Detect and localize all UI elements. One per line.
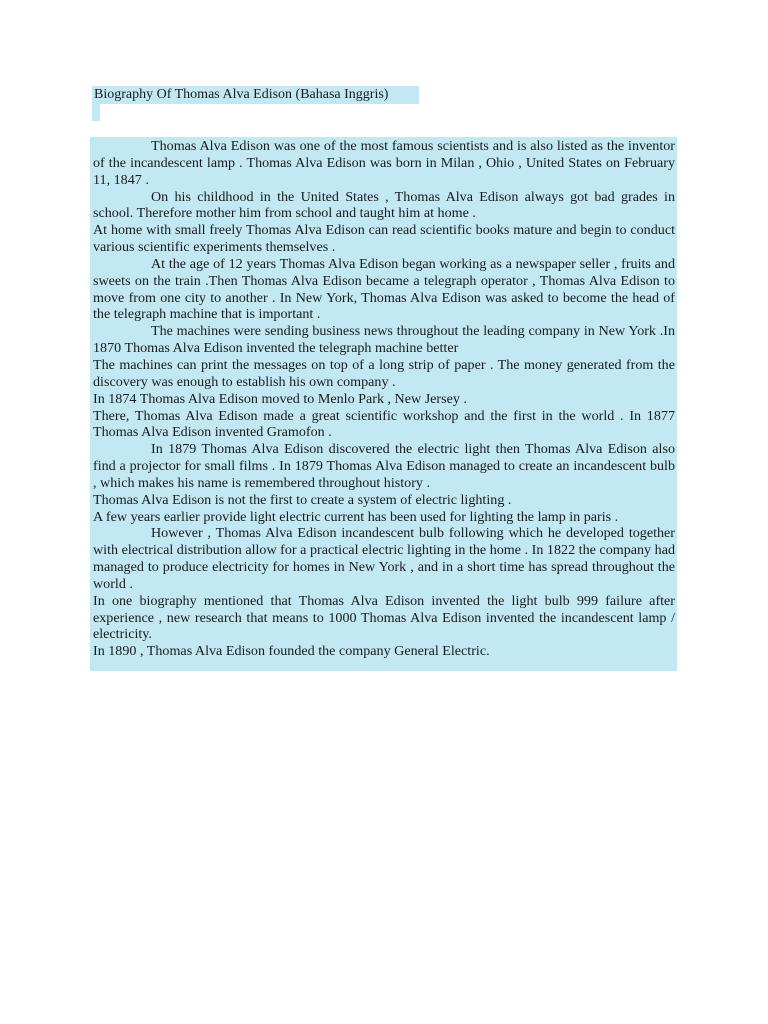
paragraph: On his childhood in the United States , Thomas Alva Edison always got bad grades in school. Therefore mother him from school and taught him at home . <box>93 188 675 222</box>
paragraph: At home with small freely Thomas Alva Edison can read scientific books mature and begin to conduct various scientific experiments themselves . <box>93 222 675 256</box>
paragraph: Thomas Alva Edison was one of the most famous scientists and is also listed as the inventor of the incandescent lamp . Thomas Alva Edison was born in Milan , Ohio , United States on February 11, 1847 . <box>93 138 675 188</box>
paragraph: In 1890 , Thomas Alva Edison founded the company General Electric. <box>93 643 490 660</box>
paragraph: In 1879 Thomas Alva Edison discovered the electric light then Thomas Alva Edison also find a projector for small films . In 1879 Thomas Alva Edison managed to create an incandescent bulb , which makes his name is remembered throughout history . <box>93 441 675 491</box>
highlight-marker <box>92 104 100 121</box>
paragraph: At the age of 12 years Thomas Alva Edison began working as a newspaper seller , fruits and sweets on the train .Then Thomas Alva Edison became a telegraph operator , Thomas Alva Edison to move from one city to another . In New York, Thomas Alva Edison was asked to become the head of the telegraph machine that is important . <box>93 255 675 323</box>
paragraph: In one biography mentioned that Thomas Alva Edison invented the light bulb 999 failure after experience , new research that means to 1000 Thomas Alva Edison invented the incandescent lamp / electricity. <box>93 592 675 643</box>
paragraph: However , Thomas Alva Edison incandescent bulb following which he developed together with electrical distribution allow for a practical electric lighting in the home . In 1822 the company had managed to produce electricity for homes in New York , and in a short time has spread throughout the world . <box>93 525 675 592</box>
paragraph: There, Thomas Alva Edison made a great scientific workshop and the first in the world . In 1877 Thomas Alva Edison invented Gramofon . <box>93 407 675 441</box>
paragraph: In 1874 Thomas Alva Edison moved to Menlo Park , New Jersey . <box>93 390 467 407</box>
paragraph: The machines were sending business news throughout the leading company in New York .In 1870 Thomas Alva Edison invented the telegraph machine better <box>93 323 675 357</box>
document-body <box>93 138 675 660</box>
paragraph: Thomas Alva Edison is not the first to create a system of electric lighting . <box>93 491 512 508</box>
paragraph: The machines can print the messages on top of a long strip of paper . The money generated from the discovery was enough to establish his own company . <box>93 356 675 390</box>
paragraph: A few years earlier provide light electric current has been used for lighting the lamp in paris . <box>93 508 619 525</box>
document-title: Biography Of Thomas Alva Edison (Bahasa Inggris) <box>94 87 389 102</box>
